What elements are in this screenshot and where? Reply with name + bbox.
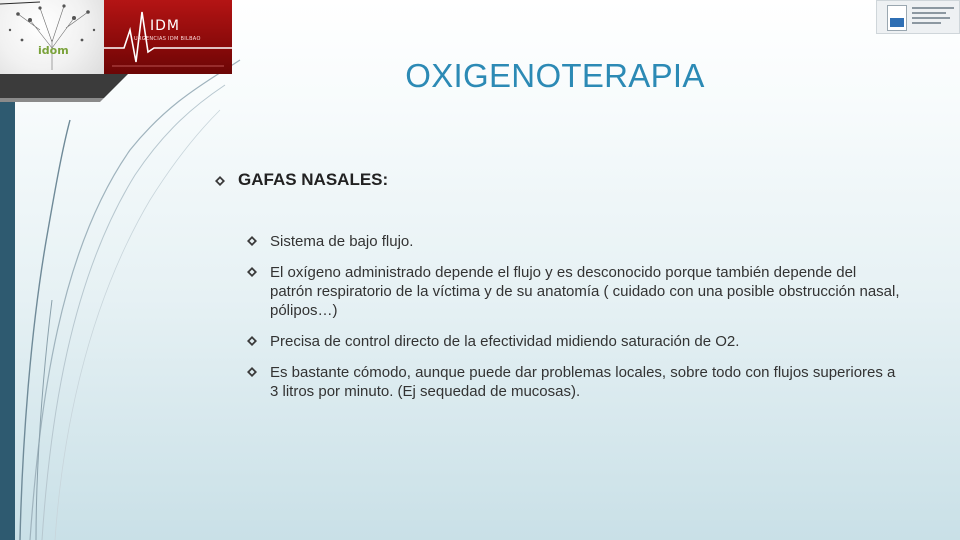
idm-logo-subtitle: URGENCIAS IDM BILBAO [134,36,201,42]
certification-badge [876,0,960,34]
diamond-outline-icon [246,332,270,347]
certification-seal-icon [887,5,907,31]
idm-logo-title: IDM [150,18,180,34]
list-item-text: Precisa de control directo de la efectividad midiendo saturación de O2. [270,333,740,350]
left-accent-band [0,98,15,540]
bullet-list [214,232,914,401]
list-item [246,363,914,401]
diamond-outline-icon [214,170,238,187]
tree-logo-icon [0,0,104,74]
slide-content [214,170,914,413]
section-heading: GAFAS NASALES: [238,170,389,189]
list-item [246,232,914,251]
diamond-outline-icon [246,232,270,247]
list-item [246,263,914,320]
diamond-outline-icon [246,263,270,278]
list-item-text: Sistema de bajo flujo. [270,233,414,250]
list-item [246,332,914,351]
heading-item [214,170,914,190]
slide-title: OXIGENOTERAPIA [405,57,705,94]
organization-logo-left [0,0,104,74]
diamond-outline-icon [246,363,270,378]
idm-logo [104,0,232,74]
left-logo-text: idom [38,44,69,57]
certification-text-lines [912,7,954,27]
corner-wedge [0,74,128,102]
list-item-text: El oxígeno administrado depende el flujo y es desconocido porque también depende del patrón respiratorio de la víctima y de su anatomía ( cuidado con una posible obstrucción nasal, pólipos…) [270,264,900,319]
list-item-text: Es bastante cómodo, aunque puede dar problemas locales, sobre todo con flujos superiores a 3 litros por minuto. (Ej sequedad de mucosas). [270,364,896,400]
